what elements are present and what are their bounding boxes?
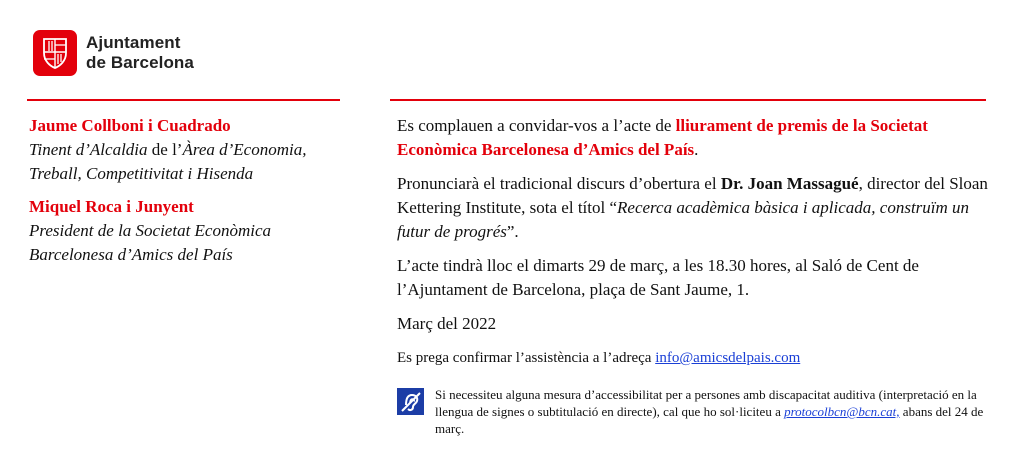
hearing-loop-icon (397, 388, 424, 415)
hosts-column (29, 114, 359, 267)
host-2-name: Miquel Roca i Junyent (29, 197, 194, 216)
accessibility-text (435, 386, 997, 437)
date-line: Març del 2022 (397, 314, 497, 333)
rsvp-line (397, 346, 997, 370)
host-2 (29, 195, 359, 267)
logo-text (86, 33, 194, 73)
right-divider (390, 99, 986, 101)
speech-middle: , director del Sloan Kettering Institute, sota el títol “ (397, 174, 988, 217)
host-1-name: Jaume Collboni i Cuadrado (29, 116, 231, 135)
host-1 (29, 114, 359, 186)
speaker-name: Dr. Joan Massagué (720, 174, 859, 193)
protocol-email-link[interactable]: protocolbcn@bcn.cat, (784, 404, 900, 419)
accessibility-note (397, 386, 997, 437)
logo-line2: de Barcelona (86, 53, 194, 72)
left-divider (27, 99, 340, 101)
invitation-intro: Es complauen a convidar-vos a l’acte de (397, 116, 676, 135)
speech-paragraph (397, 172, 997, 244)
accessibility-message: Si necessiteu alguna mesura d’accessibilitat per a persones amb discapacitat auditiva (interpretació en la llengua de signes o subtitulació en directe), cal que ho sol·liciteu a (435, 387, 977, 419)
invitation-paragraph (397, 114, 997, 162)
rsvp-text: Es prega confirmar l’assistència a l’adreça (397, 350, 656, 366)
venue-paragraph: L’acte tindrà lloc el dimarts 29 de març, a les 18.30 hores, al Saló de Cent de l’Ajuntament de Barcelona, plaça de Sant Jaume, 1. (397, 256, 919, 299)
event-name: lliurament de premis de la Societat Econòmica Barcelonesa d’Amics del País (397, 116, 928, 159)
host-1-role-title: Tinent d’Alcaldia (29, 140, 148, 159)
logo-line1: Ajuntament (86, 33, 181, 52)
invitation-period: . (694, 140, 699, 159)
accessibility-deadline: abans del 24 de març. (435, 404, 984, 436)
host-1-role-area: Àrea d’Economia, Treball, Competitivitat i Hisenda (29, 140, 307, 183)
host-1-role (29, 138, 359, 186)
ajuntament-logo (33, 30, 194, 76)
host-2-role: President de la Societat Econòmica Barcelonesa d’Amics del País (29, 221, 272, 264)
speech-close: ”. (506, 222, 519, 241)
speech-title: Recerca acadèmica bàsica i aplicada, construïm un futur de progrés (397, 198, 970, 241)
barcelona-shield-icon (33, 30, 77, 76)
speech-intro: Pronunciarà el tradicional discurs d’obertura el (397, 174, 721, 193)
host-1-role-connector: de l’ (147, 140, 183, 159)
rsvp-email-link[interactable]: info@amicsdelpais.com (655, 350, 801, 366)
invitation-body (397, 114, 997, 380)
